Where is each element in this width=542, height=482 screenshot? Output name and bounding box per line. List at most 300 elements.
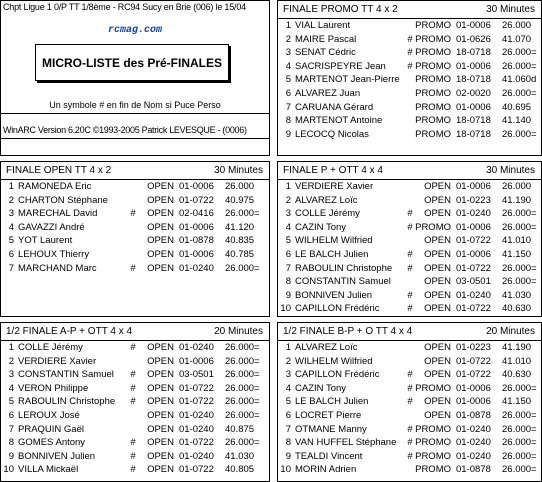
table-row [1,382,269,396]
lap-time: 41.030 [502,289,532,301]
list-heading-box [35,44,229,81]
pilot-name: ALVAREZ Loïc [295,194,358,206]
pilot-name: WILHELM Wilfried [295,355,373,367]
rank-number: 7 [8,423,14,435]
pilot-name: ALVAREZ Juan [295,87,361,99]
club-code: 01-0006 [456,248,491,260]
table-row [278,180,541,194]
category: PROMO [415,450,451,462]
table-row [278,87,541,101]
pilot-name: MAIRE Pascal [295,33,357,45]
rank-number: 10 [280,464,291,476]
table-row [278,275,541,289]
pilot-name: LE BALCH Julien [295,248,369,260]
rank-number: 3 [285,369,291,381]
rank-number: 3 [8,208,14,220]
lap-time: 41.150 [502,396,532,408]
club-code: 01-0626 [456,33,491,45]
final-promo-panel [277,0,542,156]
category: OPEN [424,289,451,301]
rank-number: 8 [8,437,14,449]
category: OPEN [424,181,451,192]
puce-perso-mark: # [407,33,413,45]
rank-number: 3 [285,208,291,220]
table-row [278,463,541,477]
category: OPEN [424,248,451,260]
category: OPEN [147,464,174,476]
rank-number: 4 [285,60,291,72]
rank-number: 6 [285,409,291,421]
category: PROMO [415,437,451,449]
rank-number: 9 [285,128,291,140]
category: OPEN [424,235,451,247]
pilot-name: WILHELM Wilfried [295,235,373,247]
club-code: 01-0722 [179,464,214,476]
divider [1,138,269,139]
results-list [278,180,541,316]
rank-number: 5 [8,396,14,408]
club-code: 01-0878 [456,409,491,421]
lap-time: 26.000= [225,396,260,408]
software-version: WinARC Version 6.20C ©1993-2005 Patrick LEVESQUE - (0006) [3,125,247,135]
pilot-name: VILLA Mickaël [18,464,79,476]
panel-title: FINALE PROMO TT 4 x 2 [283,4,398,15]
category: OPEN [424,409,451,421]
category: OPEN [424,194,451,206]
pilot-name: VERDIERE Xavier [18,355,97,367]
lap-time: 40.695 [502,101,532,113]
club-code: 01-0006 [456,221,491,233]
lap-time: 41.190 [502,342,532,353]
panel-duration: 30 Minutes [214,165,263,176]
lap-time: 40.805 [225,464,255,476]
category: OPEN [147,423,174,435]
club-code: 01-0240 [179,262,214,274]
lap-time: 26.000= [502,47,537,59]
panel-duration: 20 Minutes [214,326,263,337]
club-code: 01-0006 [456,20,491,31]
puce-perso-mark: # [407,437,413,449]
club-code: 01-0006 [179,355,214,367]
table-row [278,395,541,409]
club-code: 01-0006 [179,248,214,260]
lap-time: 40.630 [502,369,532,381]
table-row [1,194,269,208]
table-row [278,450,541,464]
club-code: 01-0006 [456,382,491,394]
lap-time: 41.060d [502,74,537,86]
table-row [278,409,541,423]
club-code: 01-0223 [456,342,491,353]
pilot-name: COLLE Jérémy [18,342,83,353]
table-row [1,180,269,194]
club-code: 01-0240 [456,450,491,462]
panel-title: 1/2 FINALE A-P + OTT 4 x 4 [6,326,133,337]
rank-number: 4 [8,221,14,233]
category: PROMO [415,33,451,45]
rank-number: 9 [285,450,291,462]
category: PROMO [415,20,451,31]
club-code: 18-0718 [456,115,491,127]
club-code: 01-0722 [179,396,214,408]
club-code: 01-0223 [456,194,491,206]
category: OPEN [147,248,174,260]
panel-title: FINALE P + OTT 4 x 4 [283,165,383,176]
header-panel [0,0,270,156]
rank-number: 6 [8,409,14,421]
pilot-name: CHARTON Stéphane [18,194,108,206]
lap-time: 26.000= [502,87,537,99]
table-row [1,234,269,248]
lap-time: 26.000= [502,450,537,462]
pilot-name: VAN HUFFEL Stéphane [295,437,397,449]
rank-number: 1 [8,181,14,192]
lap-time: 26.000= [502,423,537,435]
pilot-name: BONNIVEN Julien [295,289,373,301]
rank-number: 6 [285,87,291,99]
club-code: 01-0240 [179,450,214,462]
table-row [1,395,269,409]
club-code: 01-0878 [456,464,491,476]
lap-time: 41.140 [502,115,532,127]
table-row [1,355,269,369]
table-row [1,262,269,276]
pilot-name: MARECHAL David [18,208,98,220]
rank-number: 4 [285,382,291,394]
pilot-name: COLLE Jérémy [295,208,360,220]
puce-perso-mark: # [130,369,136,381]
lap-time: 41.030 [225,450,255,462]
category: PROMO [415,464,451,476]
category: PROMO [415,74,451,86]
lap-time: 26.000= [225,262,260,274]
puce-perso-mark: # [407,396,413,408]
puce-perso-mark: # [407,382,413,394]
pilot-name: RABOULIN Christophe [18,396,116,408]
table-row [1,368,269,382]
table-row [1,436,269,450]
table-row [278,423,541,437]
final-open-panel [0,161,270,317]
rank-number: 5 [8,235,14,247]
pilot-name: VERON Philippe [18,382,89,394]
puce-perso-mark: # [407,208,413,220]
category: PROMO [415,115,451,127]
category: OPEN [147,262,174,274]
rank-number: 8 [285,437,291,449]
table-row [278,194,541,208]
site-logo-text[interactable]: rcmag.com [107,25,162,36]
pilot-name: LE BALCH Julien [295,396,369,408]
category: PROMO [415,382,451,394]
club-code: 02-0416 [179,208,214,220]
club-code: 01-0722 [456,235,491,247]
table-row [1,221,269,235]
category: OPEN [147,396,174,408]
table-row [278,355,541,369]
pilot-name: TEALDI Vincent [295,450,363,462]
puce-perso-mark: # [130,396,136,408]
puce-perso-mark: # [130,342,136,353]
category: PROMO [415,87,451,99]
table-row [278,302,541,316]
rank-number: 5 [285,74,291,86]
puce-perso-mark: # [407,303,413,315]
lap-time: 26.000= [225,355,260,367]
pilot-name: MORIN Adrien [295,464,357,476]
lap-time: 26.000= [502,464,537,476]
puce-perso-mark: # [130,450,136,462]
lap-time: 26.000= [502,60,537,72]
rank-number: 7 [8,262,14,274]
category: OPEN [147,450,174,462]
lap-time: 26.000= [502,221,537,233]
lap-time: 40.785 [225,248,255,260]
table-row [1,463,269,477]
pilot-name: ALVAREZ Loïc [295,342,358,353]
pilot-name: CARUANA Gérard [295,101,374,113]
list-heading: MICRO-LISTE des Pré-FINALES [41,55,223,70]
club-code: 01-0722 [456,262,491,274]
club-code: 01-0722 [179,437,214,449]
pilot-name: VERDIERE Xavier [295,181,374,192]
table-row [278,221,541,235]
results-list [1,341,269,477]
table-row [278,436,541,450]
pilot-name: RAMONEDA Eric [18,181,92,192]
pilot-name: LEHOUX Thierry [18,248,90,260]
table-row [278,19,541,33]
table-row [1,207,269,221]
category: OPEN [147,355,174,367]
table-row [278,101,541,115]
lap-time: 41.070 [502,33,532,45]
rank-number: 7 [285,423,291,435]
pilot-name: CONSTANTIN Samuel [295,276,391,288]
club-code: 01-0240 [456,423,491,435]
rank-number: 7 [285,101,291,113]
panel-title: 1/2 FINALE B-P + O TT 4 x 4 [283,326,413,337]
pilot-name: LEROUX José [18,409,80,421]
category: OPEN [147,221,174,233]
puce-perso-mark: # [130,382,136,394]
lap-time: 26.000= [502,437,537,449]
lap-time: 41.010 [502,355,532,367]
pilot-name: CAPILLON Frédéric [295,369,380,381]
category: OPEN [424,303,451,315]
lap-time: 41.010 [502,235,532,247]
rank-number: 2 [285,194,291,206]
puce-perso-mark: # [407,450,413,462]
table-row [278,128,541,142]
lap-time: 26.000= [502,276,537,288]
pilot-name: SACRISPEYRE Jean [295,60,386,72]
pilot-name: LECOCQ Nicolas [295,128,369,140]
category: OPEN [424,396,451,408]
category: OPEN [147,437,174,449]
table-row [278,33,541,47]
lap-time: 40.875 [225,423,255,435]
pilot-name: SENAT Cédric [295,47,356,59]
rank-number: 5 [285,396,291,408]
category: PROMO [415,47,451,59]
semi-final-a-panel [0,322,270,482]
club-code: 03-0501 [456,276,491,288]
pilot-name: MARTENOT Jean-Pierre [295,74,400,86]
lap-time: 26.000 [502,20,532,31]
club-code: 01-0722 [456,369,491,381]
lap-time: 40.835 [225,235,255,247]
rank-number: 2 [285,355,291,367]
category: OPEN [424,342,451,353]
club-code: 01-0240 [456,208,491,220]
pilot-name: MARCHAND Marc [18,262,97,274]
lap-time: 26.000= [225,382,260,394]
table-row [278,46,541,60]
final-p-plus-o-panel [277,161,542,317]
club-code: 01-0240 [179,409,214,421]
puce-perso-mark: # [130,208,136,220]
rank-number: 5 [285,235,291,247]
rank-number: 10 [3,464,14,476]
puce-perso-mark: # [407,221,413,233]
pilot-name: MARTENOT Antoine [295,115,383,127]
table-row [278,289,541,303]
rank-number: 10 [280,303,291,315]
category: OPEN [147,382,174,394]
lap-time: 26.000= [225,208,260,220]
category: PROMO [415,423,451,435]
table-row [1,409,269,423]
results-list [278,341,541,477]
club-code: 01-0006 [456,60,491,72]
rank-number: 2 [8,355,14,367]
lap-time: 41.150 [502,248,532,260]
lap-time: 26.000= [502,382,537,394]
rank-number: 8 [285,115,291,127]
results-list [1,180,269,275]
lap-time: 40.630 [502,303,532,315]
rank-number: 4 [8,382,14,394]
lap-time: 26.000= [502,128,537,140]
club-code: 01-0878 [179,235,214,247]
table-row [278,368,541,382]
lap-time: 41.190 [502,194,532,206]
category: OPEN [424,208,451,220]
table-row [278,382,541,396]
puce-perso-mark: # [407,423,413,435]
lap-time: 26.000= [225,369,260,381]
club-code: 01-0006 [456,396,491,408]
table-row [278,73,541,87]
lap-time: 26.000= [502,409,537,421]
club-code: 01-0722 [179,382,214,394]
table-row [1,450,269,464]
table-row [278,207,541,221]
panel-title: FINALE OPEN TT 4 x 2 [6,165,112,176]
category: OPEN [424,262,451,274]
club-code: 18-0718 [456,47,491,59]
panel-duration: 20 Minutes [486,326,535,337]
club-code: 01-0006 [456,101,491,113]
club-code: 01-0240 [179,342,214,353]
puce-note: Un symbole # en fin de Nom si Puce Perso [49,100,221,110]
club-code: 01-0006 [179,221,214,233]
pilot-name: VIAL Laurent [295,20,351,31]
table-row [278,262,541,276]
competition-title: Chpt Ligue 1 0/P TT 1/8ème - RC94 Sucy en Brie (006) le 15/04 [3,2,246,12]
lap-time: 40.975 [225,194,255,206]
puce-perso-mark: # [407,262,413,274]
rank-number: 1 [285,342,291,353]
rank-number: 4 [285,221,291,233]
club-code: 18-0718 [456,74,491,86]
rank-number: 8 [285,276,291,288]
table-row [278,60,541,74]
rank-number: 6 [8,248,14,260]
category: PROMO [415,128,451,140]
club-code: 01-0722 [456,303,491,315]
results-list [278,19,541,141]
lap-time: 26.000= [225,437,260,449]
pilot-name: GOMES Antony [18,437,86,449]
category: OPEN [147,369,174,381]
pilot-name: CAZIN Tony [295,221,347,233]
category: OPEN [424,369,451,381]
club-code: 01-0240 [456,289,491,301]
rank-number: 9 [8,450,14,462]
puce-perso-mark: # [407,47,413,59]
table-row [1,423,269,437]
category: OPEN [147,409,174,421]
category: PROMO [415,221,451,233]
club-code: 01-0006 [179,181,214,192]
rank-number: 6 [285,248,291,260]
pilot-name: OTMANE Manny [295,423,367,435]
table-row [278,341,541,355]
rank-number: 3 [285,47,291,59]
table-row [278,114,541,128]
lap-time: 26.000= [502,262,537,274]
lap-time: 26.000= [225,409,260,421]
category: OPEN [424,276,451,288]
table-row [1,341,269,355]
pilot-name: PRAQUIN Gaël [18,423,84,435]
rank-number: 1 [8,342,14,353]
pilot-name: CAPILLON Frédéric [295,303,380,315]
category: OPEN [147,181,174,192]
pilot-name: CONSTANTIN Samuel [18,369,114,381]
club-code: 03-0501 [179,369,214,381]
lap-time: 26.000= [502,208,537,220]
table-row [278,234,541,248]
rank-number: 2 [8,194,14,206]
puce-perso-mark: # [130,437,136,449]
puce-perso-mark: # [407,248,413,260]
category: PROMO [415,101,451,113]
category: PROMO [415,60,451,72]
semi-final-b-panel [277,322,542,482]
rank-number: 9 [285,289,291,301]
panel-duration: 30 Minutes [486,4,535,15]
puce-perso-mark: # [407,60,413,72]
puce-perso-mark: # [130,262,136,274]
club-code: 01-0722 [456,355,491,367]
divider [1,113,269,114]
category: OPEN [424,355,451,367]
rank-number: 1 [285,20,291,31]
pilot-name: YOT Laurent [18,235,73,247]
